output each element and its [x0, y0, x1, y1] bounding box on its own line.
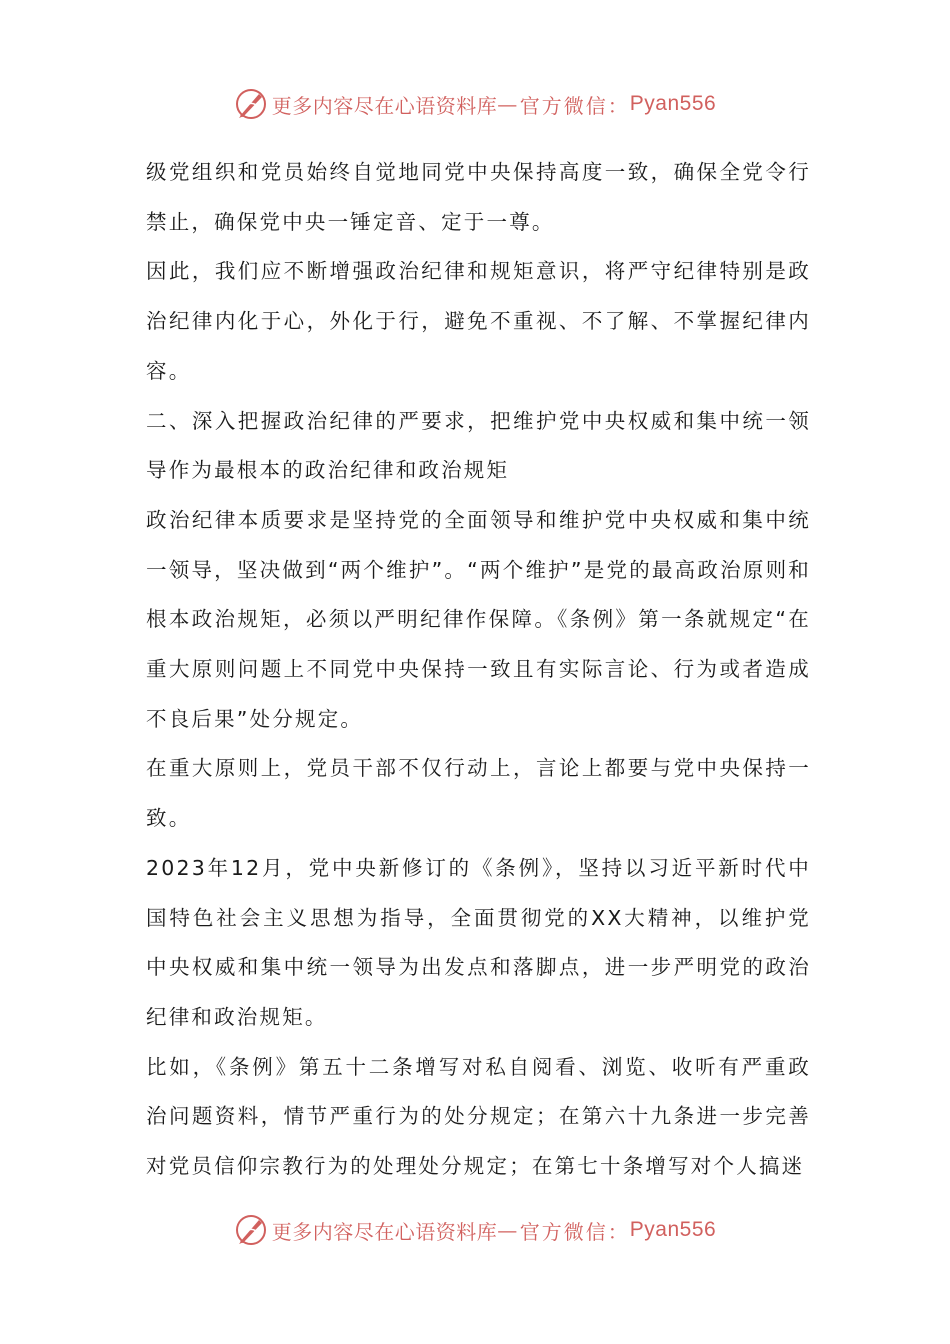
banner-dash: —	[497, 1218, 518, 1242]
paragraph: 比如，《条例》第五十二条增写对私自阅看、浏览、收听有严重政治问题资料，情节严重行为的处分规定；在第六十九条进一步完善对党员信仰宗教行为的处理处分规定；在第七十条增写对个人搞迷	[146, 1054, 811, 1179]
paragraph: 2023年12月，党中央新修订的《条例》，坚持以习近平新时代中国特色社会主义思想为指导，全面贯彻党的XX大精神，以维护党中央权威和集中统一领导为出发点和落脚点，进一步严明党的政治纪律和政治规矩。	[146, 855, 811, 1029]
wechat-label: 官方微信：	[519, 1219, 630, 1244]
section-heading: 二、深入把握政治纪律的严要求，把维护党中央权威和集中统一领导作为最根本的政治纪律和政治规矩	[146, 408, 811, 483]
pen-logo-icon	[234, 1213, 268, 1247]
document-body	[146, 148, 811, 1192]
wechat-label: 官方微信：	[519, 93, 630, 118]
site-name: 更多内容尽在心语资料库	[271, 1219, 498, 1244]
pen-logo-icon	[234, 87, 268, 121]
wechat-id: Pyan556	[629, 92, 717, 115]
paragraph: 在重大原则上，党员干部不仅行动上，言论上都要与党中央保持一致。	[146, 756, 811, 831]
paragraph: 政治纪律本质要求是坚持党的全面领导和维护党中央权威和集中统一领导，坚决做到“两个维护”。“两个维护”是党的最高政治原则和根本政治规矩，必须以严明纪律作保障。《条例》第一条就规定“在重大原则问题上不同党中央保持一致且有实际言论、行为或者造成不良后果”处分规定。	[146, 507, 811, 731]
banner-dash: —	[497, 92, 518, 116]
paragraph: 因此，我们应不断增强政治纪律和规矩意识，将严守纪律特别是政治纪律内化于心，外化于行，避免不重视、不了解、不掌握纪律内容。	[146, 259, 811, 383]
wechat-id: Pyan556	[629, 1218, 717, 1241]
header-watermark	[0, 84, 950, 124]
footer-watermark	[0, 1210, 950, 1250]
paragraph: 级党组织和党员始终自觉地同党中央保持高度一致，确保全党令行禁止，确保党中央一锤定音、定于一尊。	[146, 160, 811, 234]
site-name: 更多内容尽在心语资料库	[271, 93, 498, 118]
